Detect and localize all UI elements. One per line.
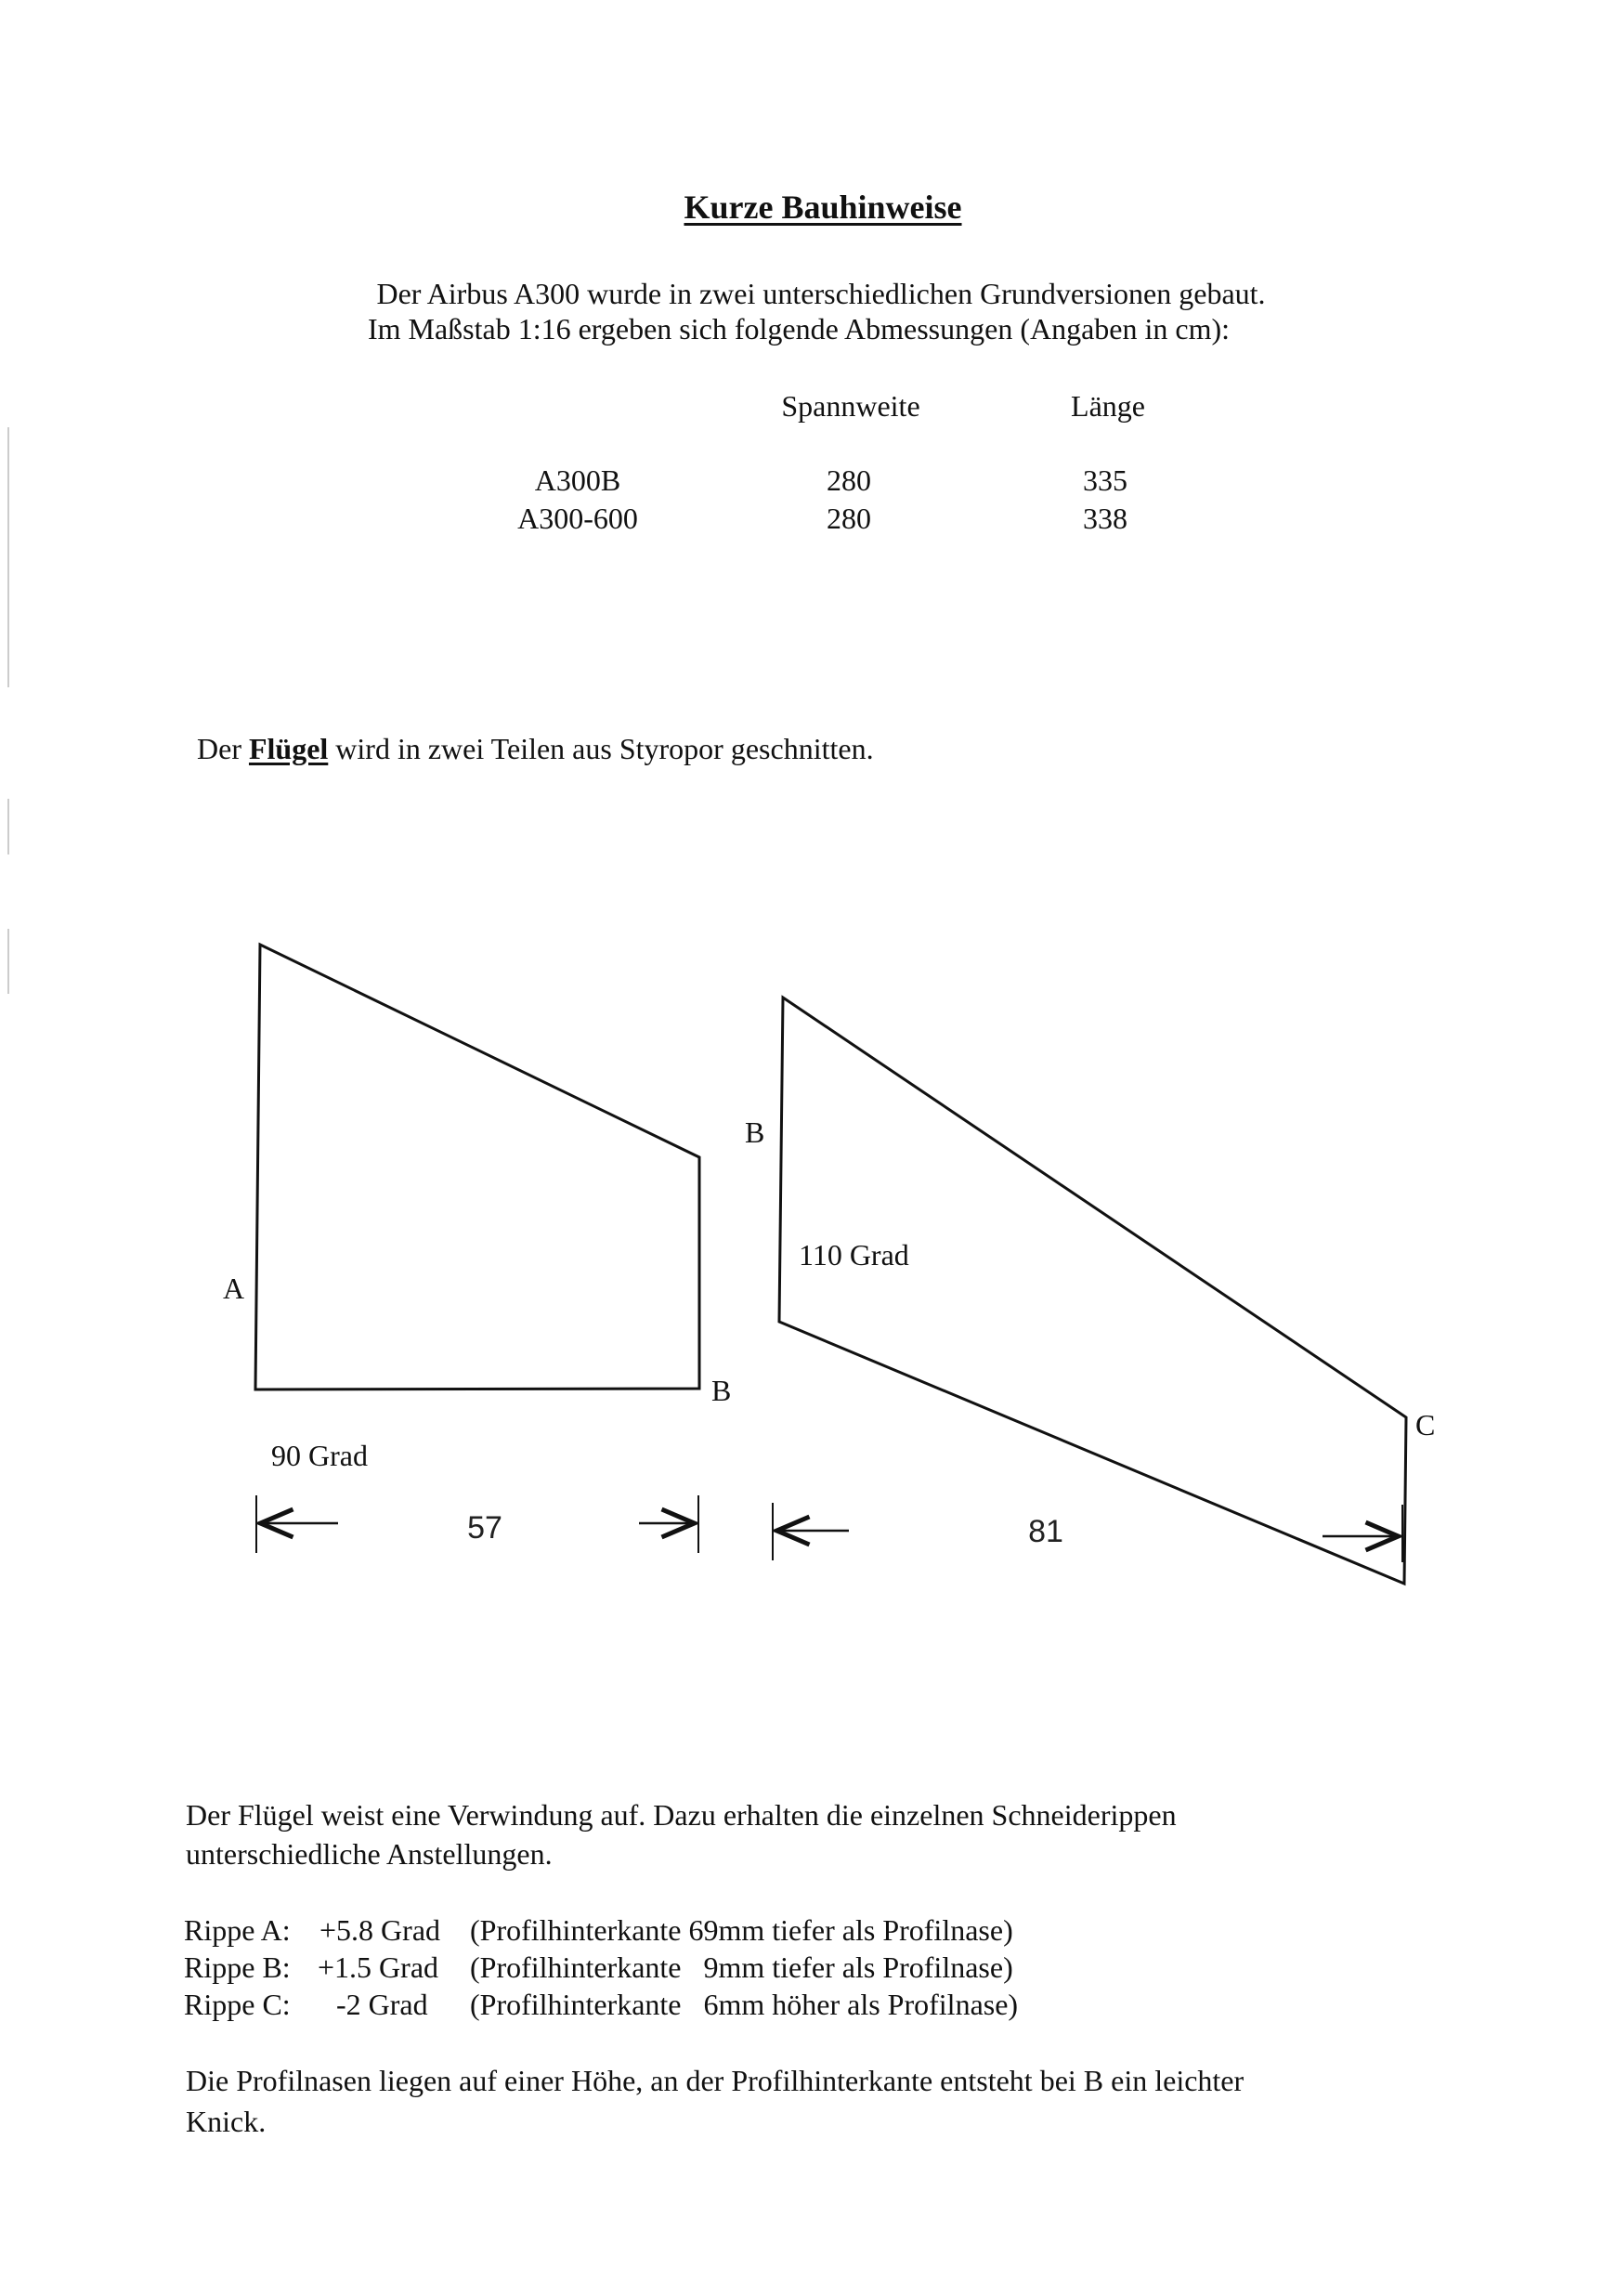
rib-label-c: C <box>1415 1408 1436 1442</box>
rib-name: Rippe B: <box>184 1950 291 1984</box>
table-cell-spannweite: 280 <box>827 463 871 497</box>
angle-label-110: 110 Grad <box>799 1238 909 1272</box>
rib-note: (Profilhinterkante 9mm tiefer als Profilnase) <box>470 1950 1013 1984</box>
table-cell-laenge: 335 <box>1083 463 1127 497</box>
width-label-81: 81 <box>1028 1514 1063 1549</box>
right-wing-part <box>745 998 1435 1584</box>
rib-note: (Profilhinterkante 6mm höher als Profilnase) <box>470 1988 1019 2021</box>
table-cell-model: A300-600 <box>517 502 638 535</box>
rib-angle: -2 Grad <box>336 1988 428 2021</box>
twist-line-2: unterschiedliche Anstellungen. <box>186 1837 553 1871</box>
intro-line-1: Der Airbus A300 wurde in zwei unterschiedlichen Grundversionen gebaut. <box>376 277 1266 310</box>
left-wing-outline <box>255 945 699 1389</box>
width-label-57: 57 <box>467 1510 502 1546</box>
rib-name: Rippe C: <box>184 1988 291 2021</box>
closing-line-1: Die Profilnasen liegen auf einer Höhe, an der Profilhinterkante entsteht bei B ein leichter <box>186 2064 1245 2097</box>
rib-label-b-right: B <box>745 1115 765 1149</box>
rib-label-a: A <box>223 1272 245 1305</box>
rib-angle: +5.8 Grad <box>319 1913 441 1947</box>
wing-sentence-pre: Der <box>197 732 241 765</box>
page-title: Kurze Bauhinweise <box>684 189 962 226</box>
left-wing-part <box>223 945 731 1553</box>
wing-sentence-post: wird in zwei Teilen aus Styropor geschnitten. <box>335 732 874 765</box>
twist-line-1: Der Flügel weist eine Verwindung auf. Dazu erhalten die einzelnen Schneiderippen <box>186 1798 1177 1832</box>
rib-name: Rippe A: <box>184 1913 291 1947</box>
rib-note: (Profilhinterkante 69mm tiefer als Profilnase) <box>470 1913 1013 1947</box>
rib-angle: +1.5 Grad <box>318 1950 439 1984</box>
closing-line-2: Knick. <box>186 2105 267 2138</box>
table-cell-model: A300B <box>534 463 621 497</box>
angle-label-90: 90 Grad <box>271 1439 368 1472</box>
intro-line-2: Im Maßstab 1:16 ergeben sich folgende Abmessungen (Angaben in cm): <box>367 312 1231 346</box>
table-cell-laenge: 338 <box>1083 502 1127 535</box>
table-header-laenge: Länge <box>1071 389 1145 423</box>
right-wing-outline <box>779 998 1406 1584</box>
table-cell-spannweite: 280 <box>827 502 871 535</box>
wing-sentence-emphasis: Flügel <box>248 732 329 765</box>
rib-label-b-left: B <box>711 1374 732 1407</box>
table-header-spannweite: Spannweite <box>781 389 920 423</box>
